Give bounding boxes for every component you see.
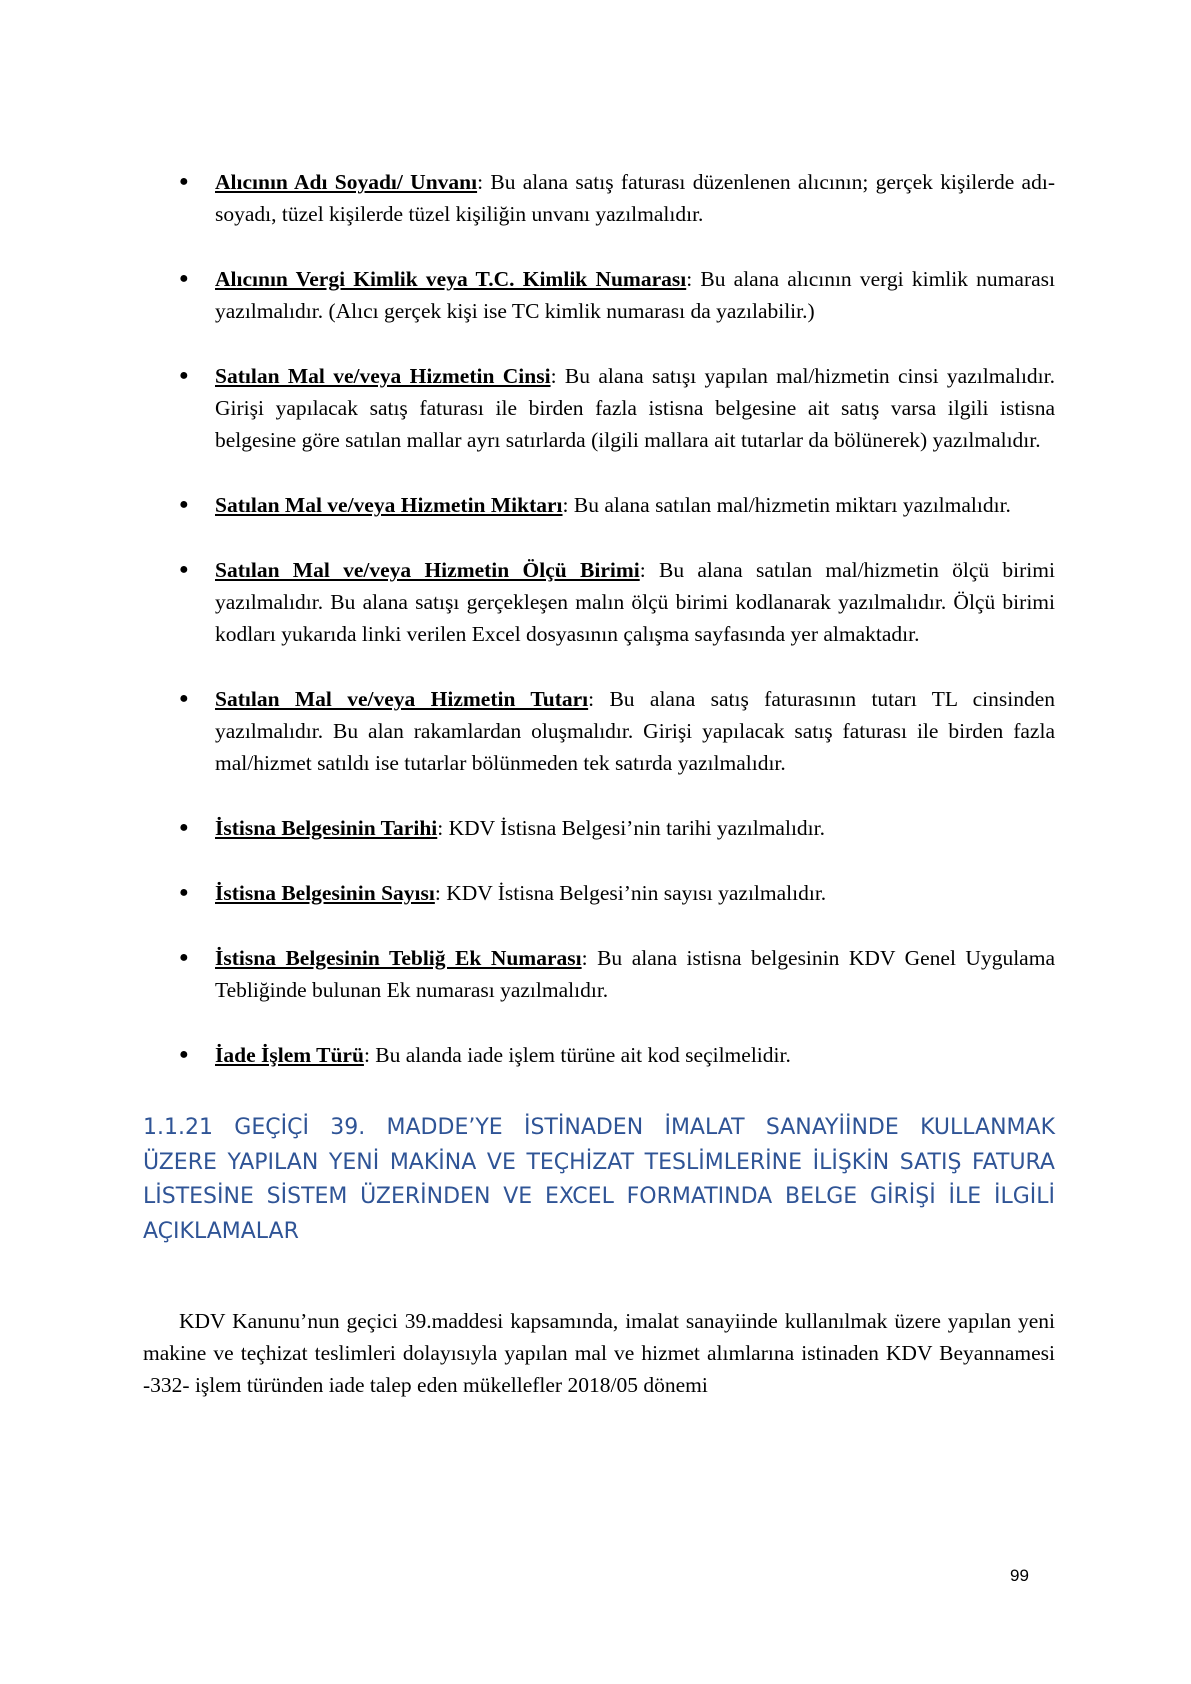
bullet-icon: ● [179,819,189,836]
field-term: Satılan Mal ve/veya Hizmetin Miktarı [215,493,563,517]
bullet-icon: ● [179,270,189,287]
field-description: : Bu alanda iade işlem türüne ait kod seçilmelidir. [363,1043,791,1067]
section-heading: 1.1.21 GEÇİÇİ 39. MADDE’YE İSTİNADEN İMALAT SANAYİİNDE KULLANMAK ÜZERE YAPILAN YENİ MAKİNA VE TEÇHİZAT TESLİMLERİNE İLİŞKİN SATIŞ FATURA LİSTESİNE SİSTEM ÜZERİNDEN VE EXCEL FORMATINDA BELGE GİRİŞİ İLE İLGİLİ AÇIKLAMALAR [143,1115,1055,1244]
list-item [143,877,1055,909]
list-item [143,554,1055,650]
bullet-icon: ● [179,884,189,901]
field-description: : Bu alana satılan mal/hizmetin ölçü birimi yazılmalıdır. Bu alana satışı gerçekleşen malın ölçü birimi kodlanarak yazılmalıdır. Ölçü birimi kodları yukarıda linki verilen Excel dosyasının çalışma sayfasında yer almaktadır. [215,558,1055,646]
bullet-icon: ● [179,496,189,513]
field-description: : KDV İstisna Belgesi’nin tarihi yazılmalıdır. [437,816,825,840]
list-item [143,489,1055,521]
bullet-icon: ● [179,949,189,966]
bullet-icon: ● [179,561,189,578]
field-term: Satılan Mal ve/veya Hizmetin Tutarı [215,687,589,711]
bullet-icon: ● [179,1046,189,1063]
field-description: : Bu alana satılan mal/hizmetin miktarı yazılmalıdır. [562,493,1011,517]
field-term: Satılan Mal ve/veya Hizmetin Cinsi [215,364,551,388]
field-description: : Bu alana alıcının vergi kimlik numarası yazılmalıdır. (Alıcı gerçek kişi ise TC kimlik numarası da yazılabilir.) [215,267,1055,323]
bullet-icon: ● [179,367,189,384]
field-description: : Bu alana satış faturası düzenlenen alıcının; gerçek kişilerde adı-soyadı, tüzel kişilerde tüzel kişiliğin unvanı yazılmalıdır. [215,170,1055,226]
list-item [143,166,1055,230]
field-term: Alıcının Adı Soyadı/ Unvanı [215,170,478,194]
list-item [143,263,1055,327]
list-item [143,812,1055,844]
field-description: : Bu alana satış faturasının tutarı TL cinsinden yazılmalıdır. Bu alan rakamlardan oluşmalıdır. Girişi yapılacak satış faturası ile birden fazla mal/hizmet satıldı ise tutarlar bölünmeden tek satırda yazılmalıdır. [215,687,1055,775]
list-item [143,1039,1055,1071]
page-number: 99 [1010,1566,1029,1585]
bullet-icon: ● [179,173,189,190]
list-item [143,942,1055,1006]
field-term: İstisna Belgesinin Tarihi [215,816,438,840]
list-item [143,360,1055,456]
bullet-icon: ● [179,690,189,707]
field-description: : KDV İstisna Belgesi’nin sayısı yazılmalıdır. [434,881,827,905]
field-term: Satılan Mal ve/veya Hizmetin Ölçü Birimi [215,558,640,582]
field-description-list [143,166,1055,1071]
field-term: İstisna Belgesinin Sayısı [215,881,435,905]
field-term: Alıcının Vergi Kimlik veya T.C. Kimlik Numarası [215,267,687,291]
body-paragraph: KDV Kanunu’nun geçici 39.maddesi kapsamında, imalat sanayiinde kullanılmak üzere yapılan yeni makine ve teçhizat teslimleri dolayısıyla yapılan mal ve hizmet alımlarına istinaden KDV Beyannamesi -332- işlem türünden iade talep eden mükellefler 2018/05 dönemi [143,1309,1055,1397]
field-term: İade İşlem Türü [215,1043,364,1067]
field-description: : Bu alana satışı yapılan mal/hizmetin cinsi yazılmalıdır. Girişi yapılacak satış faturası ile birden fazla istisna belgesine ait satış varsa ilgili istisna belgesine göre satılan mallar ayrı satırlarda (ilgili mallara ait tutarlar da bölünerek) yazılmalıdır. [215,364,1055,452]
field-description: : Bu alana istisna belgesinin KDV Genel Uygulama Tebliğinde bulunan Ek numarası yazılmalıdır. [215,946,1055,1002]
page-content [143,166,1055,1401]
list-item [143,683,1055,779]
field-term: İstisna Belgesinin Tebliğ Ek Numarası [215,946,582,970]
